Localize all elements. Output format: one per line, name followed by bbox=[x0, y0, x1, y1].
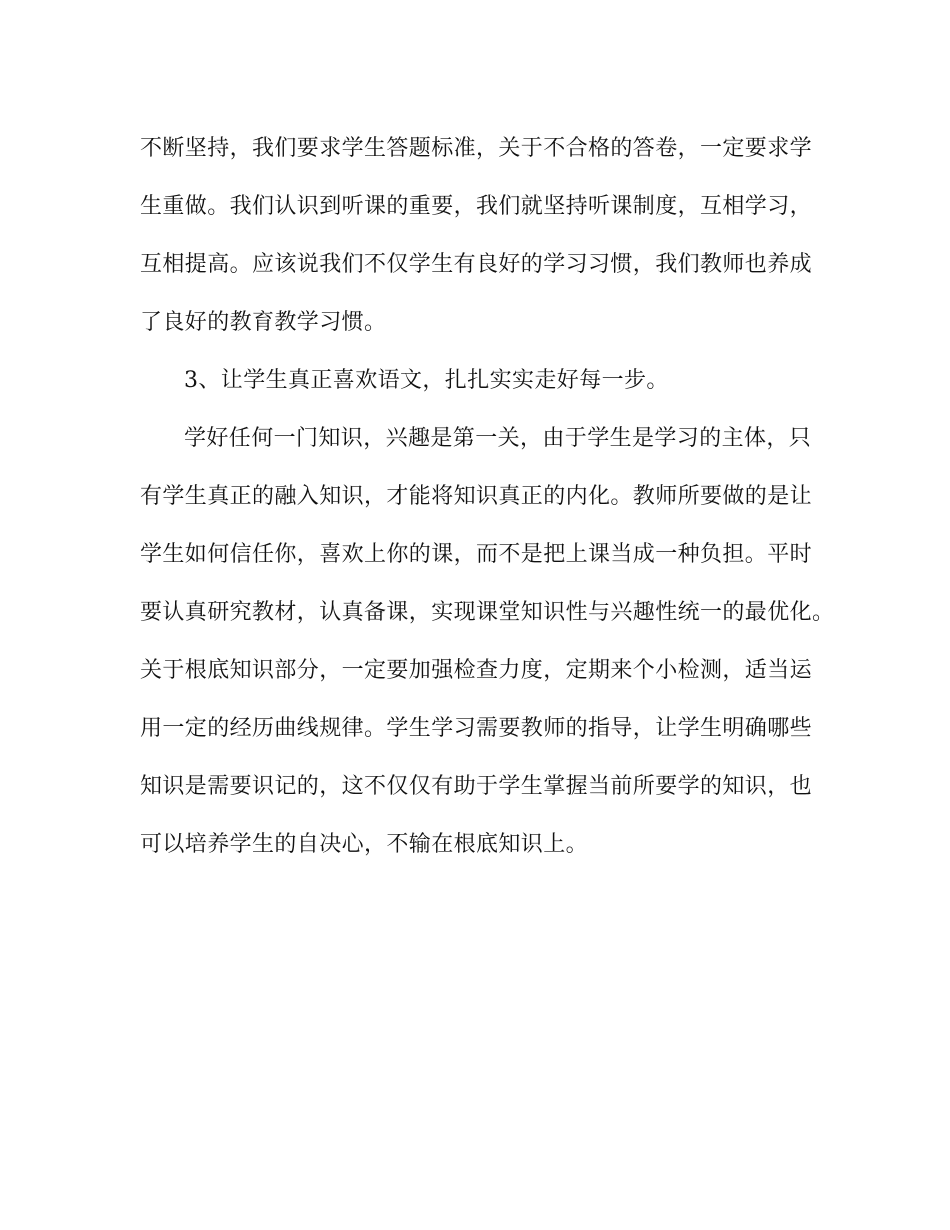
text-line-2: 生重做。我们认识到听课的重要，我们就坚持听课制度，互相学习， bbox=[140, 194, 813, 219]
text-line-9: 要认真研究教材，认真备课，实现课堂知识性与兴趣性统一的最优化。 bbox=[140, 600, 835, 625]
text-line-11: 用一定的经历曲线规律。学生学习需要教师的指导，让学生明确哪些 bbox=[140, 716, 813, 741]
text-line-10: 关于根底知识部分，一定要加强检查力度，定期来个小检测，适当运 bbox=[140, 658, 813, 683]
text-line-8: 学生如何信任你，喜欢上你的课，而不是把上课当成一种负担。平时 bbox=[140, 542, 813, 567]
text-line-12: 知识是需要识记的，这不仅仅有助于学生掌握当前所要学的知识，也 bbox=[140, 774, 813, 799]
section-heading-3: 3、让学生真正喜欢语文，扎扎实实走好每一步。 bbox=[184, 368, 669, 393]
text-line-1: 不断坚持，我们要求学生答题标准，关于不合格的答卷，一定要求学 bbox=[140, 136, 813, 161]
body-text bbox=[140, 120, 835, 874]
text-line-7: 有学生真正的融入知识，才能将知识真正的内化。教师所要做的是让 bbox=[140, 484, 813, 509]
text-line-13: 可以培养学生的自决心，不输在根底知识上。 bbox=[140, 832, 589, 857]
text-line-4: 了良好的教育教学习惯。 bbox=[140, 310, 387, 335]
text-line-3: 互相提高。应该说我们不仅学生有良好的学习习惯，我们教师也养成 bbox=[140, 252, 813, 277]
text-line-6: 学好任何一门知识，兴趣是第一关，由于学生是学习的主体，只 bbox=[184, 426, 812, 451]
